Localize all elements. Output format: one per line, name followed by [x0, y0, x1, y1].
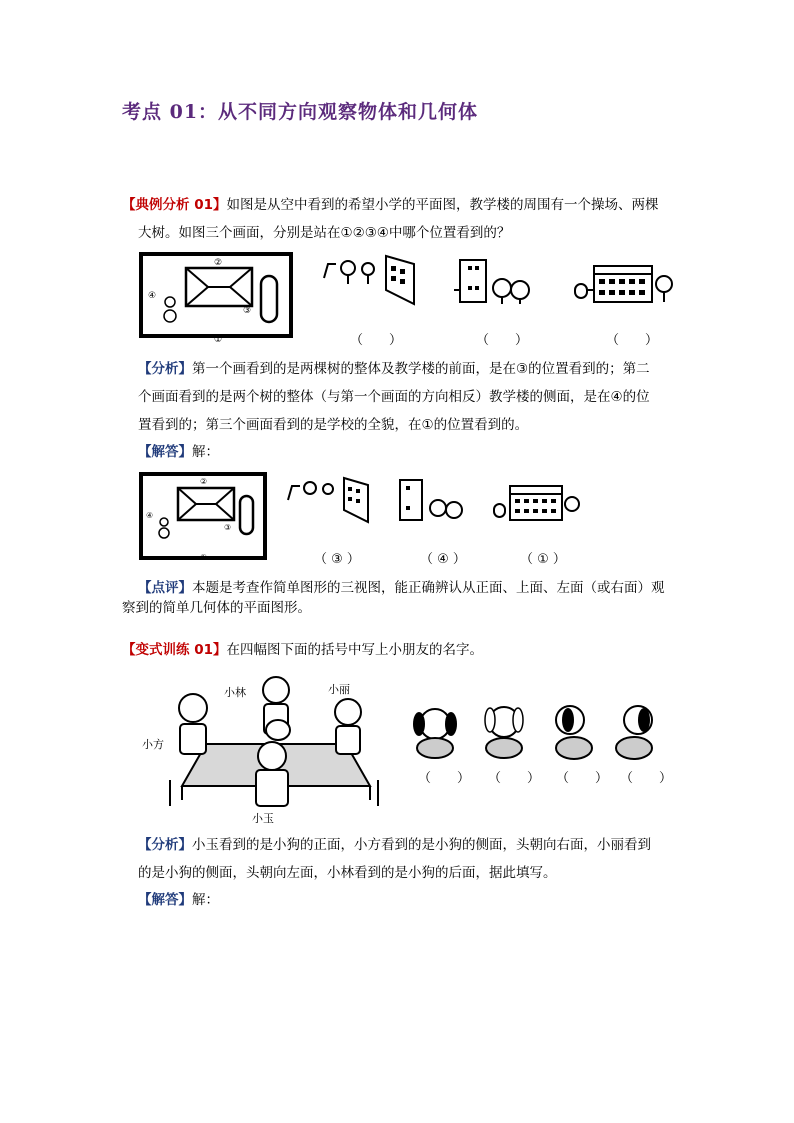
example-question-line2: 大树。如图三个画面，分别是站在①②③④中哪个位置看到的？	[138, 225, 511, 241]
view-1	[324, 256, 414, 304]
dog-view-back	[485, 707, 523, 758]
svg-text:④: ④	[146, 511, 154, 520]
practice-answer-tag: 【解答】	[138, 892, 192, 908]
children-table-scene	[142, 677, 378, 825]
dog-view-front	[413, 709, 457, 758]
comment-tag: 【点评】	[138, 580, 192, 596]
practice-figure	[138, 668, 678, 828]
example-analysis-line3: 置看到的；第三个画面看到的是学校的全貌，在①的位置看到的。	[138, 417, 529, 433]
example-analysis-line1: 【分析】第一个画看到的是两棵树的整体及教学楼的前面，是在③的位置看到的；第二	[138, 361, 650, 377]
example-answer-line: 【解答】解：	[138, 444, 219, 460]
map-marker-4: ④	[148, 291, 157, 301]
answer-paren-1: （ ③ ）	[314, 552, 360, 567]
name-xiaofang: 小方	[142, 738, 164, 751]
example-comment-line1: 【点评】本题是考查作简单图形的三视图，能正确辨认从正面、上面、左面（或右面）观	[138, 580, 665, 596]
example-tag: 【典例分析 01】	[122, 197, 227, 213]
practice-question: 【变式训练 01】在四幅图下面的括号中写上小朋友的名字。	[122, 642, 483, 658]
school-map-answer	[141, 474, 265, 562]
example-answer-figure	[138, 470, 598, 570]
school-map	[141, 254, 291, 345]
name-xiaoli: 小丽	[328, 683, 350, 696]
practice-tag: 【变式训练 01】	[122, 642, 227, 658]
answer-paren-2: （ ④ ）	[420, 552, 466, 567]
analysis-tag: 【分析】	[138, 361, 192, 377]
practice-paren-2: （ ）	[488, 771, 541, 786]
view-2	[454, 260, 529, 304]
practice-analysis-tag: 【分析】	[138, 837, 192, 853]
svg-text:②: ②	[200, 477, 208, 486]
name-xiaoyu: 小玉	[252, 812, 274, 825]
practice-paren-3: （ ）	[556, 771, 609, 786]
example-question-line1: 【典例分析 01】如图是从空中看到的希望小学的平面图，教学楼的周围有一个操场、两棵	[122, 197, 659, 213]
blank-paren-2: （ ）	[476, 333, 529, 348]
practice-paren-1: （ ）	[418, 771, 471, 786]
name-xiaolin: 小林	[224, 686, 246, 699]
map-marker-1: ①	[214, 335, 223, 345]
svg-text:①: ①	[200, 553, 208, 562]
example-analysis-line2: 个画面看到的是两个树的整体（与第一个画面的方向相反）教学楼的侧面，是在④的位	[138, 389, 650, 405]
practice-analysis-line2: 的是小狗的侧面，头朝向左面，小林看到的是小狗的后面，据此填写。	[138, 865, 557, 881]
practice-analysis-line1: 【分析】小玉看到的是小狗的正面，小方看到的是小狗的侧面，头朝向右面，小丽看到	[138, 837, 651, 853]
map-marker-2: ②	[214, 258, 223, 268]
practice-paren-4: （ ）	[620, 771, 673, 786]
view-3	[575, 266, 672, 302]
answer-paren-3: （ ① ）	[520, 552, 566, 567]
dog-view-side-left	[556, 706, 592, 759]
page-title: 考点 01：从不同方向观察物体和几何体	[122, 101, 479, 123]
answer-tag: 【解答】	[138, 444, 192, 460]
map-marker-3: ③	[243, 306, 252, 316]
blank-paren-1: （ ）	[350, 333, 403, 348]
example-comment-line2: 察到的简单几何体的平面图形。	[122, 600, 311, 616]
practice-answer-line: 【解答】解：	[138, 892, 219, 908]
example-figure	[138, 248, 688, 353]
dog-view-side-right	[616, 706, 652, 759]
svg-text:③: ③	[224, 523, 232, 532]
blank-paren-3: （ ）	[606, 333, 659, 348]
